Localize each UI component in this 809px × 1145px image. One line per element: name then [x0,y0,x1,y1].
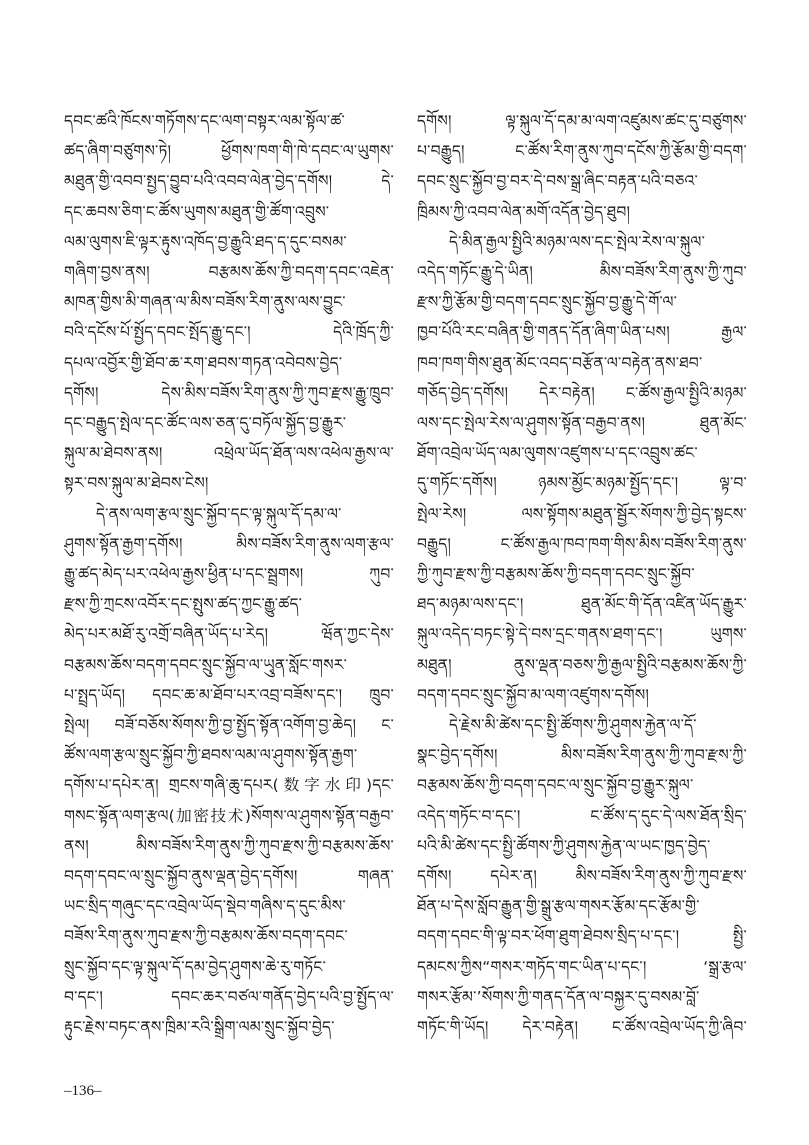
text-line: དུ་གཏོང་དགོས། ཉམས་མྱོང་མཉམ་སྤྱོད་དང་། ལྟ་བ་ [417,474,747,493]
text-line: མཐུན། ནུས་ལྡན་བཅས་ཀྱི་རྒྱལ་སྤྱིའི་བརྩམས་ཆོས་ཀྱི་ [417,655,747,674]
text-line: མཐུན་གྱི་འབབ་སྤྱད་བྱུབ་པའི་འབབ་ལེན་བྱེད་དགོས། དེ་ [64,172,394,191]
text-line: དེ་ནས་ལག་རྩལ་སྲུང་སྐྱོབ་དང་ལྟ་སྐུལ་དོ་དམ་ལ་ [96,504,342,523]
text-line: འདེད་གཏོང་བ་དང་། ང་ཚོས་ད་དུང་དེ་ལས་ཐོན་སྲིད་ [417,806,747,825]
text-line: གཞིག་བྱས་ནས། བརྩམས་ཆོས་ཀྱི་བདག་དབང་འཇེན་ [64,263,394,281]
text-line: གཏོང་གི་ཡོད། དེར་བརྟེན། ང་ཚོས་འབྲེལ་ཡོད་ཀྱི་ཞིབ་ [417,1018,747,1036]
text-line: སྐུལ་འདེད་བཏང་སྟེ་དེ་བས་དྲང་གནས་ཐག་དང་། ཡུགས་ [417,625,747,644]
text-line: སྲུང་སྐྱོབ་དང་ལྟ་སྐུལ་དོ་དམ་བྱེད་ཤུགས་ཆེ་རུ་གཏོང་ [64,957,327,976]
text-line: ཁབ་ཁག་གིས་ཐུན་མོང་འབད་བརྩོན་ལ་བརྟེན་ནས་ཐབ་ [417,353,703,372]
text-line: སྟར་བས་སྐུལ་མ་ཐེབས་ངེས། [64,474,209,493]
text-line: དབང་སྲུང་སྐྱོབ་བྱ་བར་དེ་བས་སྒྲ་ཞིང་བརྟན་པའི་བཅའ་ [417,172,698,191]
text-line: ཀྱི་ཀུབ་རྫས་ཀྱི་བརྩམས་ཆོས་ཀྱི་བདག་དབང་སྲུང་སྐྱོབ་ [417,565,695,583]
text-line: ཡང་སྲིད་གཞུང་དང་འབྲེལ་ཡོད་སྡེབ་གཞིས་ད་དུང་མིས་ [64,897,346,916]
text-line: ཤུགས་སྟོན་རྒྱག་དགོས། མིས་བཟོས་རིག་ནུས་ལག་རྩལ་ [64,534,394,553]
text-line: བརྩམས་ཆོས་ཀྱི་བདག་དབང་ལ་སྲུང་སྐྱོབ་བྱ་རྒྱུར་སྐུལ་ [417,776,694,795]
text-line: པ་བརྒྱུད། ང་ཚོས་རིག་ནུས་ཀུབ་དངོས་ཀྱི་རྩོམ་གྱི་བདག་ [417,142,747,161]
text-line: ཐོན་པ་དེས་སློབ་རྒྱུན་གྱི་སྒྲུ་རྩལ་གསར་རྩོམ་དང་རྩོམ་གྱི་ [417,897,700,916]
text-line: གསང་སྟོན་ལག་རྩལ(加密技术)སོགས་ལ་ཤུགས་སྟོན་བརྒྱབ་ [64,806,394,825]
text-line: རྟུང་རྗེས་བཏང་ནས་ཁྲིམ་རའི་སྒྲིག་ལམ་སྲུང་སྐྱོབ་བྱེད་ [64,1018,335,1036]
text-line: ནས། མིས་བཟོས་རིག་ནུས་ཀྱི་ཀུབ་རྫས་ཀྱི་བརྩམས་ཆོས་ [64,836,394,855]
text-line: བདག་དབང་སྲུང་སྐྱོབ་མ་ལག་འཛུགས་དགོས། [417,685,650,704]
text-line: ཚོས་ལག་རྩལ་སྲུང་སྐྱོབ་ཀྱི་ཐབས་ལམ་ལ་ཤུགས་སྟོན་རྒྱག་ [64,746,358,765]
text-line: དེ་རྗེས་མི་ཚེས་དང་སྤྱི་ཚོགས་ཀྱི་ཤུགས་རྐྱེན་ལ་དོ་ [449,716,697,734]
text-line: གཅོད་བྱེད་དགོས། དེར་བརྟེན། ང་ཚོས་རྒྱལ་སྤྱིའི་མཉམ་ [417,383,747,402]
text-line: དགོས་པ་དཔེར་ན། གྲངས་གཞི་ཆུ་དཔར(数字水印)དང་ [64,776,394,795]
text-line: དང་ཆབས་ཅིག་ང་ཚོས་ཡུགས་མཐུན་གྱི་ཚོག་འབྲུས་ [64,202,330,221]
text-line: ཁྱབ་པོའི་རང་བཞིན་གྱི་གནད་དོན་ཞིག་ཡིན་པས། རྒྱལ་ [417,323,747,342]
text-line: མཁན་གྱིས་མི་གཞན་ལ་མིས་བཟོས་རིག་ནུས་ལས་བྱུང་ [64,293,346,312]
text-line: དབང་ཚའི་ཁོངས་གཏོགས་དང་ལག་བསྟར་ལམ་སྟོལ་ཚ་ [64,112,345,130]
text-line: འདེད་གཏོང་རྒྱུ་དེ་ཡིན། མིས་བཟོས་རིག་ནུས་ཀྱི་ཀུབ་ [417,263,747,281]
text-line: པའི་མི་ཚེས་དང་སྤྱི་ཚོགས་ཀྱི་ཤུགས་རྐྱེན་ལ་ཡང་ཁྱད་བྱེད་ [417,836,711,855]
text-line: ཐོག་འབྲེལ་ཡོད་ལམ་ལུགས་འཛུགས་པ་དང་འབྲུས་ཚང་ [417,444,698,463]
text-line: སྤེལ་རེས། ལས་སྟོགས་མཐུན་སྦྱོར་སོགས་ཀྱི་བྱེད་སྟངས་ [417,504,747,523]
text-line: དཔལ་འབྱོར་གྱི་ཐོབ་ཆ་རག་ཐབས་གཏན་འབེབས་བྱེད་ [64,353,343,372]
text-line: དགོས། དཔེར་ན། མིས་བཟོས་རིག་ནུས་ཀྱི་ཀུབ་རྫས་ [417,867,747,885]
text-line: བདག་དབང་གི་ལྟ་བར་ཕོག་ཐུག་ཐེབས་སྲིད་པ་དང་། སྤྱི་ [417,927,747,946]
text-line: རྒྱུ་ཚད་མེད་པར་འཕེལ་རྒྱས་ཕྱིན་པ་དང་སྦྲགས། ཀུབ་ [64,565,394,583]
text-line: བདག་དབང་ལ་སྲུང་སྐྱོབ་ནུས་ལྡན་བྱེད་དགོས། གཞན་ [64,867,394,885]
text-line: པ་སྤྲད་ཡོད། དབང་ཆ་མ་ཐོབ་པར་འབྲ་བཟོས་དང་། ཁྲུབ་ [64,685,394,704]
text-line: སྐུལ་མ་ཐེབས་ནས། འཕྲེལ་ཡོད་ཐོན་ལས་འཕེལ་རྒྱས་ལ་ [64,444,394,463]
text-line: སྣང་བྱེད་དགོས། མིས་བཟོས་རིག་ནུས་ཀྱི་ཀུབ་རྫས་ཀྱི་ [417,746,747,765]
text-line: བརྩམས་ཆོས་བདག་དབང་སྲུང་སྐྱོབ་ལ་ཡྭུན་སློང་གསར་ [64,655,348,674]
text-line: མེད་པར་མཐོ་རུ་འགྲོ་བཞིན་ཡོད་པ་རེད། ཝོན་ཀྱང་དེས་ [64,625,394,644]
text-line: དམངས་ཀྱིས“གསར་གཏོད་གང་ཡིན་པ་དང་། ‘སྒྲ་རྩལ་ [417,957,747,976]
text-line: དགོས། དེས་མིས་བཟོས་རིག་ནུས་ཀྱི་ཀུབ་རྫས་རྒྱུ་ཁྲུབ་ [64,383,394,402]
text-line: བ་དང་། དབང་ཆར་བཙལ་གནོད་བྱེད་པའི་བྱ་སྤྱོད་ལ་ [64,987,394,1006]
text-line: གསར་རྩོམ་’སོགས་ཀྱི་གནད་དོན་ལ་བསྐྱར་དུ་བསམ་བློ་ [417,987,700,1006]
text-line: སྤེལ། བཟོ་བཅོས་སོགས་ཀྱི་བྱ་སྤྱོད་སྟོན་འགོག་བྱ་ཆེད། ང་ [64,716,394,734]
text-line: བརྒྱུད། ང་ཚོས་རྒྱལ་ཁབ་ཁག་གིས་མིས་བཟོས་རིག་ནུས་ [417,534,747,553]
text-line: དགོས། ལྟ་སྐུལ་དོ་དམ་མ་ལག་འཛུམས་ཚང་དུ་བཙུགས་ [417,112,747,130]
text-line: ཁྲིམས་ཀྱི་འབབ་ལེན་མགོ་འདོན་བྱེད་ཐུབ། [417,202,631,221]
text-line: ལས་དང་སྤེལ་རེས་ལ་ཤུགས་སྟོན་བརྒྱབ་ནས། ཐུན་མོང་ [417,414,747,432]
text-line: རྫས་ཀྱི་རྩོམ་གྱི་བདག་དབང་སྲུང་སྐྱོབ་བྱ་རྒྱུ་དེ་གོ་ལ་ [417,293,678,312]
text-line: བཟོས་རིག་ནུས་ཀུབ་རྫས་ཀྱི་བརྩམས་ཆོས་བདག་དབང་ [64,927,348,946]
page-number: –136– [64,1083,102,1099]
text-line: དེ་མིན་རྒྱལ་སྤྱིའི་མཉམ་ལས་དང་སྤེལ་རེས་ལ་སྐུལ་ [449,232,706,251]
text-line: ཐད་མཉམ་ལས་དང་། ཐུན་མོང་གི་དོན་འཛིན་ཡོད་རྒྱུར་ [417,595,747,614]
text-line: དང་བརྒྱུད་སྤེལ་དང་ཚོང་ལས་ཅན་དུ་བཏོལ་སྐྱོད་བྱ་རྒྱུར་ [64,414,347,432]
text-line: ལམ་ལུགས་ཇི་ལྟར་རྟུས་འཁོད་བྱ་རྒྱུའི་ཐད་ད་དུང་བསམ་ [64,232,347,251]
text-line: རྫས་ཀྱི་ཀྲངས་འབོར་དང་སྤུས་ཚད་ཀྱང་རྒྱུ་ཚད་ [64,595,303,614]
text-line: ཚད་ཞིག་བཙུགས་ཏེ། ཕྱོགས་ཁག་གི་ཁེ་དབང་ལ་ཡུགས་ [64,142,394,161]
text-line: བའི་དངོས་པོ་སྤྱོད་དབང་སྤོད་རྒྱུ་དང་། དེའི་ཁྲོད་ཀྱི་ [64,323,394,342]
